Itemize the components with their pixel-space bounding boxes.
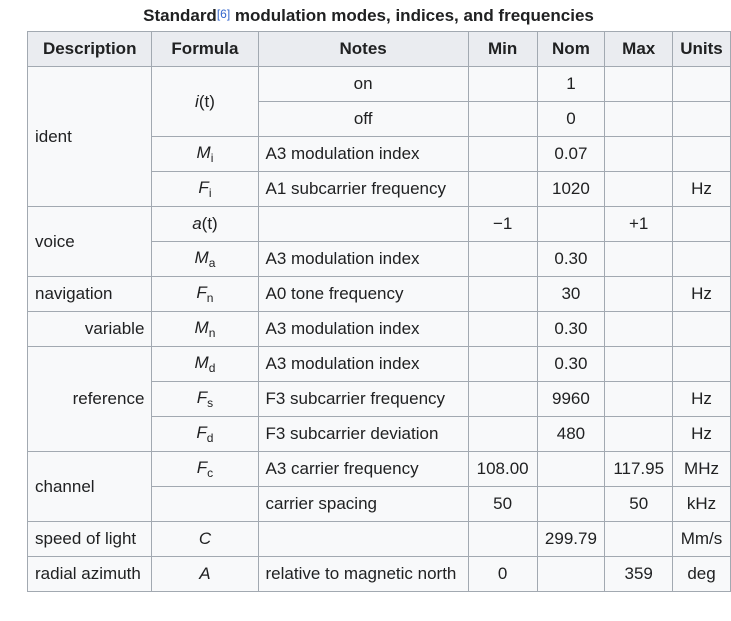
table-row (28, 277, 731, 312)
units-cell: kHz (673, 487, 731, 522)
units-cell: Hz (673, 277, 731, 312)
notes-cell: A0 tone frequency (258, 277, 468, 312)
min-cell: 50 (468, 487, 537, 522)
max-cell (605, 382, 673, 417)
header-notes: Notes (258, 32, 468, 67)
header-formula: Formula (152, 32, 258, 67)
formula-f-i: $F_i$ (152, 172, 258, 207)
formula-a-t: a(t) (152, 207, 258, 242)
notes-cell: carrier spacing (258, 487, 468, 522)
table-row (28, 312, 731, 347)
units-cell (673, 312, 731, 347)
notes-cell (258, 522, 468, 557)
notes-cell: A3 modulation index (258, 137, 468, 172)
notes-cell: A3 modulation index (258, 312, 468, 347)
modulation-table (27, 31, 731, 592)
min-cell (468, 242, 537, 277)
max-cell (605, 347, 673, 382)
units-cell: Hz (673, 417, 731, 452)
min-cell (468, 172, 537, 207)
min-cell (468, 137, 537, 172)
notes-cell: relative to magnetic north (258, 557, 468, 592)
nom-cell (537, 487, 605, 522)
nom-cell: 30 (537, 277, 605, 312)
citation-reference-link[interactable]: [6] (216, 7, 231, 21)
nom-cell: 9960 (537, 382, 605, 417)
units-cell (673, 137, 731, 172)
formula-m-i: $M_i$ (152, 137, 258, 172)
max-cell: 359 (605, 557, 673, 592)
max-cell (605, 312, 673, 347)
formula-f-c: $F_c$ (152, 452, 258, 487)
nom-cell: 1020 (537, 172, 605, 207)
nom-cell: 0.07 (537, 137, 605, 172)
units-cell: Hz (673, 172, 731, 207)
min-cell (468, 347, 537, 382)
units-cell (673, 242, 731, 277)
min-cell (468, 102, 537, 137)
formula-cell (152, 487, 258, 522)
units-cell (673, 67, 731, 102)
notes-cell: A3 modulation index (258, 242, 468, 277)
formula-m-a: $M_a$ (152, 242, 258, 277)
nom-cell: 1 (537, 67, 605, 102)
header-row (28, 32, 731, 67)
header-max: Max (605, 32, 673, 67)
min-cell (468, 382, 537, 417)
caption-text-start: Standard (143, 6, 217, 25)
max-cell (605, 417, 673, 452)
nom-cell (537, 207, 605, 242)
formula-a: A (152, 557, 258, 592)
group-reference: reference (28, 347, 152, 452)
notes-cell: A3 carrier frequency (258, 452, 468, 487)
table-row (28, 452, 731, 487)
nom-cell (537, 452, 605, 487)
units-cell: deg (673, 557, 731, 592)
max-cell: +1 (605, 207, 673, 242)
nom-cell: 299.79 (537, 522, 605, 557)
units-cell (673, 102, 731, 137)
nom-cell: 0.30 (537, 242, 605, 277)
formula-c: C (152, 522, 258, 557)
units-cell (673, 207, 731, 242)
max-cell (605, 172, 673, 207)
min-cell (468, 67, 537, 102)
nom-cell: 0.30 (537, 347, 605, 382)
units-cell: Mm/s (673, 522, 731, 557)
nom-cell: 480 (537, 417, 605, 452)
table-row (28, 557, 731, 592)
group-ident: ident (28, 67, 152, 207)
group-voice: voice (28, 207, 152, 277)
formula-f-d: $F_d$ (152, 417, 258, 452)
header-nom: Nom (537, 32, 605, 67)
group-speed-of-light: speed of light (28, 522, 152, 557)
max-cell (605, 242, 673, 277)
units-cell (673, 347, 731, 382)
max-cell (605, 522, 673, 557)
nom-cell (537, 557, 605, 592)
notes-cell: F3 subcarrier deviation (258, 417, 468, 452)
notes-cell (258, 207, 468, 242)
table-row (28, 207, 731, 242)
max-cell: 117.95 (605, 452, 673, 487)
notes-cell: A3 modulation index (258, 347, 468, 382)
header-description: Description (28, 32, 152, 67)
min-cell (468, 312, 537, 347)
formula-f-n: $F_n$ (152, 277, 258, 312)
max-cell (605, 67, 673, 102)
min-cell: −1 (468, 207, 537, 242)
header-units: Units (673, 32, 731, 67)
units-cell: MHz (673, 452, 731, 487)
group-variable: variable (28, 312, 152, 347)
min-cell: 108.00 (468, 452, 537, 487)
header-min: Min (468, 32, 537, 67)
table-row (28, 522, 731, 557)
max-cell: 50 (605, 487, 673, 522)
nom-cell: 0.30 (537, 312, 605, 347)
notes-cell: F3 subcarrier frequency (258, 382, 468, 417)
max-cell (605, 277, 673, 312)
group-channel: channel (28, 452, 152, 522)
nom-cell: 0 (537, 102, 605, 137)
min-cell (468, 417, 537, 452)
min-cell (468, 277, 537, 312)
min-cell (468, 522, 537, 557)
formula-m-d: $M_d$ (152, 347, 258, 382)
min-cell: 0 (468, 557, 537, 592)
formula-i-t: i(t) (152, 67, 258, 137)
notes-cell: A1 subcarrier frequency (258, 172, 468, 207)
max-cell (605, 137, 673, 172)
formula-m-n: $M_n$ (152, 312, 258, 347)
table-caption (0, 5, 731, 27)
group-navigation: navigation (28, 277, 152, 312)
table-row (28, 67, 731, 102)
caption-text-end: modulation modes, indices, and frequencies (230, 6, 594, 25)
group-radial-azimuth: radial azimuth (28, 557, 152, 592)
table-row (28, 347, 731, 382)
notes-cell: off (258, 102, 468, 137)
units-cell: Hz (673, 382, 731, 417)
formula-f-s: $F_s$ (152, 382, 258, 417)
max-cell (605, 102, 673, 137)
notes-cell: on (258, 67, 468, 102)
